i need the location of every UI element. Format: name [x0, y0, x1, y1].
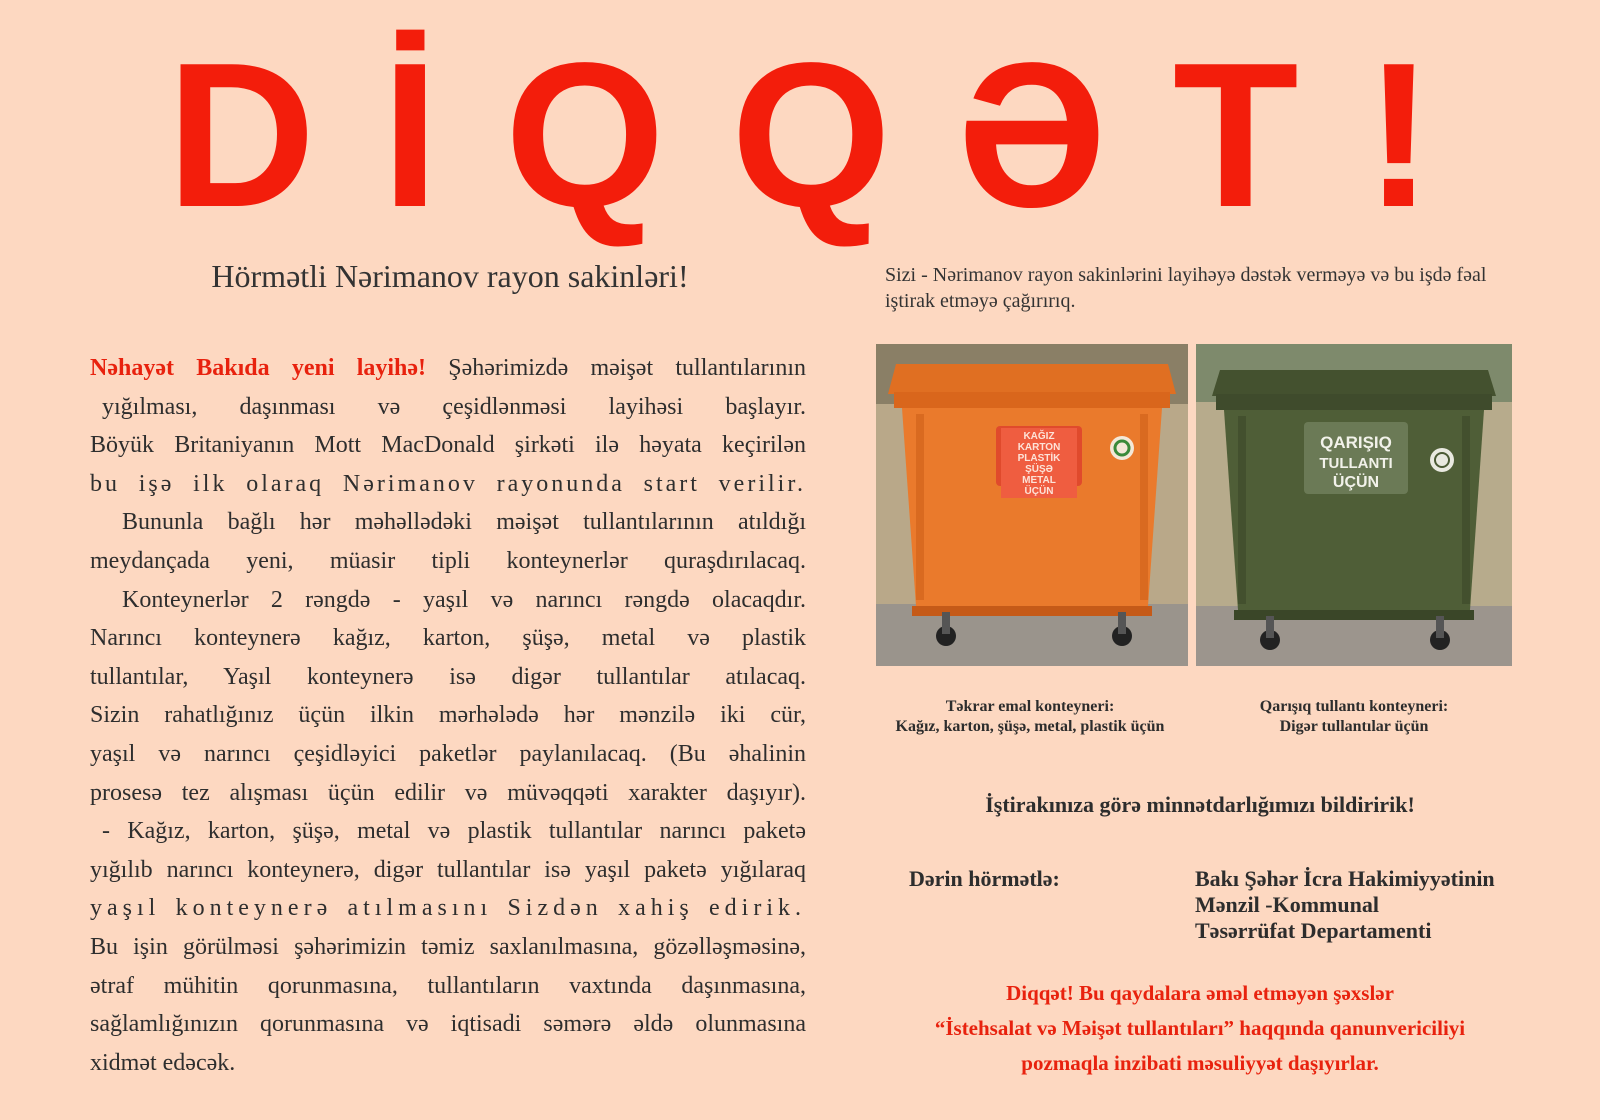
green-container-illustration [1196, 344, 1512, 666]
signature-block [1195, 866, 1495, 944]
warning-line: Diqqət! Bu qaydalara əməl etməyən şəxslər [1006, 981, 1394, 1005]
thanks-text: İştirakınıza görə minnətdarlığımızı bildiririk! [985, 792, 1415, 817]
greeting: Hörmətli Nərimanov rayon sakinləri! [211, 258, 689, 294]
body-line: Narıncı konteynerə kağız, karton, şüşə, metal və plastik [90, 625, 806, 652]
body-line: xidmət edəcək. [90, 1049, 236, 1076]
orange-sticker-line: ŞÜŞƏ [1025, 464, 1053, 475]
regards-text: Dərin hörmətlə: [909, 866, 1060, 891]
warning-line: “İstehsalat və Məişət tullantıları” haqqında qanunvericiliyi [934, 1016, 1466, 1040]
legal-warning [876, 976, 1524, 1081]
orange-container-photo [876, 344, 1188, 666]
body-line: - Kağız, karton, şüşə, metal və plastik tullantılar narıncı paketə [102, 818, 806, 845]
body-line: Böyük Britaniyanın Mott MacDonald şirkəti ilə həyata keçirilən [90, 432, 806, 459]
caption-detail: Digər tullantılar üçün [1279, 718, 1429, 735]
notice-body [90, 349, 806, 1082]
body-line: ətraf mühitin qorunmasına, tullantıların vaxtında daşınmasına, [90, 972, 806, 999]
body-line: sağlamlığınızın qorunmasına və iqtisadi səmərə əldə olunmasına [90, 1011, 806, 1038]
caption-title: Qarışıq tullantı konteyneri: [1259, 698, 1449, 715]
body-line: yığılıb narıncı konteynerə, digər tullantılar isə yaşıl paketə yığılaraq [90, 856, 806, 883]
page-headline: DİQQƏT! [166, 20, 1500, 250]
body-line: Sizin rahatlığınız üçün ilkin mərhələdə hər mənzilə iki cür, [90, 702, 806, 729]
appeal-text: Sizi - Nərimanov rayon sakinlərini layihəyə dəstək verməyə və bu işdə fəal iştirak etməyə çağırırıq. [885, 264, 1487, 312]
signature-line: Mənzil -Kommunal [1195, 892, 1379, 917]
body-line: yaşıl konteynerə atılmasını Sizdən xahiş edirik. [90, 895, 806, 922]
body-line: Bununla bağlı hər məhəllədəki məişət tullantılarının atıldığı [122, 509, 806, 536]
body-line: prosesə tez alışması üçün edilir və müvəqqəti xarakter daşıyır). [90, 779, 806, 806]
green-sticker-line: QARIŞIQ [1320, 433, 1392, 452]
orange-sticker-line: PLASTİK [1017, 453, 1061, 464]
body-line: Bu işin görülməsi şəhərimizin təmiz saxlanılmasına, gözəlləşməsinə, [90, 933, 806, 960]
caption-title: Təkrar emal konteyneri: [945, 698, 1115, 715]
body-line: tullantılar, Yaşıl konteynerə isə digər tullantılar atılacaq. [90, 663, 806, 690]
caption-detail: Kağız, karton, şüşə, metal, plastik üçün [895, 718, 1165, 735]
green-sticker-line: ÜÇÜN [1332, 474, 1380, 491]
body-line: meydançada yeni, müasir tipli konteynerlər quraşdırılacaq. [90, 547, 806, 574]
green-sticker-line: TULLANTI [1319, 455, 1393, 472]
orange-container-illustration [876, 344, 1188, 666]
body-line: bu işə ilk olaraq Nərimanov rayonunda start verilir. [90, 470, 806, 497]
orange-sticker-line: KAĞIZ [1023, 431, 1055, 442]
logo-icon [1430, 448, 1454, 472]
warning-line: pozmaqla inzibati məsuliyyət daşıyırlar. [1021, 1051, 1379, 1075]
orange-sticker-line: ÜÇÜN [1024, 486, 1054, 497]
body-line: yığılması, daşınması və çeşidlənməsi layihəsi başlayır. [102, 393, 806, 420]
signature-line: Təsərrüfat Departamenti [1195, 918, 1432, 943]
body-line: Nəhayət Bakıda yeni layihə! Şəhərimizdə məişət tullantılarının [90, 355, 806, 381]
orange-container-caption [880, 697, 1180, 737]
body-line: Konteynerlər 2 rəngdə - yaşıl və narıncı rəngdə olacaqdır. [122, 586, 806, 613]
orange-sticker-line: METAL [1022, 475, 1056, 486]
green-container-caption [1196, 697, 1512, 737]
orange-sticker-line: KARTON [1017, 442, 1061, 453]
green-container-photo [1196, 344, 1512, 666]
body-line: yaşıl və narıncı çeşidləyici paketlər paylanılacaq. (Bu əhalinin [90, 740, 806, 767]
signature-line: Bakı Şəhər İcra Hakimiyyətinin [1195, 866, 1495, 891]
body-lead: Nəhayət Bakıda yeni layihə! [90, 355, 427, 381]
